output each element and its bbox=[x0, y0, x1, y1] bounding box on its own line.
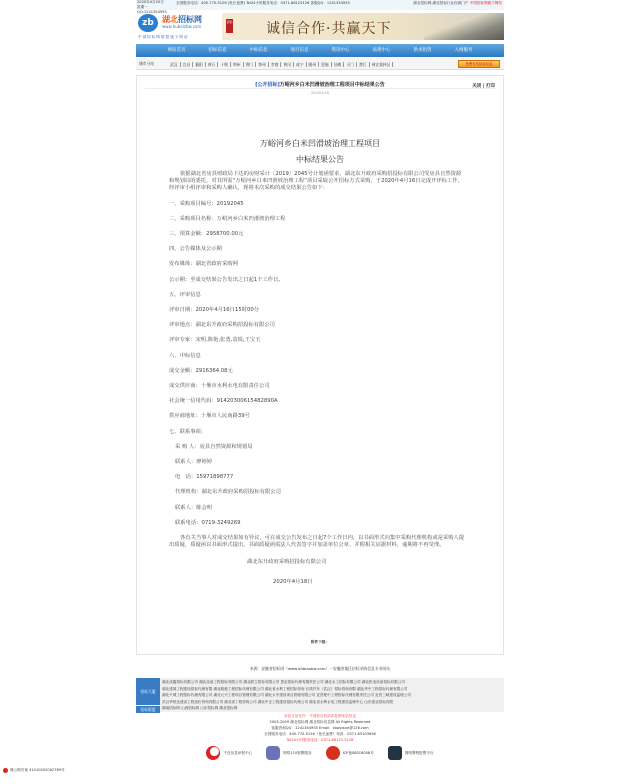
source-line: 来源：安徽省招标网（www.ahbiaobw.com）一安徽省地区招标采购信息专业网站 bbox=[249, 666, 391, 671]
partner-link-row[interactable]: 湖北兴城工程招标代理有限公司 湖北元兴工程项目管理有限公司 湖北太中建设项目管理有限公司 宜昌楚中工程招标代理有限责任公司 宜昌三峡建设监理公司 bbox=[162, 693, 411, 698]
city-link[interactable]: 武汉 bbox=[168, 62, 181, 67]
partner-link-row[interactable]: 武汉华恒达建设工程造价咨询有限公司 湖北省工程咨询公司 湖北中正工程建设招标代理公司 湖北省水利水电工程建设监理中心 山东建业招标有限 bbox=[162, 699, 393, 704]
city-bar: 城市分站 武汉 宜昌 襄阳 黄石 十堰 荆州 荆门 鄂州 孝感 黄冈 咸宁 随州 恩施 仙桃 天门 潜江 神农架林区 免费发布招标信息 bbox=[136, 58, 504, 70]
body-line: 成交供应商：十堰市水利水电有限责任公司 bbox=[169, 383, 270, 390]
signature: 湖北东升政府采购招投标有限公司 bbox=[247, 559, 327, 566]
city-link[interactable]: 恩施 bbox=[319, 62, 332, 67]
body-line: 评审专家：宋明,陈艳,张勇,袁锐,王宝玉 bbox=[169, 337, 261, 344]
article-date: 2020/4/18 bbox=[311, 91, 329, 95]
contact-line: 联系人：陈会明 bbox=[175, 504, 213, 511]
body-line: 七、联系事项： bbox=[169, 428, 207, 435]
city-link[interactable]: 十堰 bbox=[218, 62, 231, 67]
body-line: 发布媒体：湖北省政府采购网 bbox=[169, 261, 238, 268]
body-line: 五、评审信息 bbox=[169, 291, 201, 298]
subheading: 中标结果公告 bbox=[296, 155, 344, 164]
body-line: 评审日期：2020年4月16日15时00分 bbox=[169, 307, 260, 314]
contact-line: 联系人：廖婷婷 bbox=[175, 459, 213, 466]
city-link[interactable]: 仙桃 bbox=[332, 62, 345, 67]
contact-line: 代理机构：湖北东升政府采购招投标有限公司 bbox=[175, 489, 281, 496]
date-text: 2020年4月20日 星期一 QQ:1241354955 bbox=[137, 0, 167, 14]
body-line: 一、采购项目编号：20192045 bbox=[169, 200, 244, 207]
header bbox=[136, 12, 504, 42]
portal-link[interactable]: 湖北招标网-湖北招标行业权威门户 bbox=[413, 1, 469, 5]
logo-icon: zb bbox=[138, 14, 158, 32]
city-link[interactable]: 襄阳 bbox=[193, 62, 206, 67]
nav-item[interactable]: 法规中心 bbox=[372, 48, 391, 53]
report-icon bbox=[206, 746, 220, 760]
police-shield-icon bbox=[266, 746, 280, 760]
nav-item[interactable]: 中标信息 bbox=[249, 48, 268, 53]
body-line: 成交金额：2916364.08元 bbox=[169, 367, 233, 374]
city-link[interactable]: 黄冈 bbox=[281, 62, 294, 67]
emblem-icon bbox=[3, 768, 8, 773]
badges bbox=[136, 744, 504, 762]
city-link[interactable]: 孝感 bbox=[269, 62, 282, 67]
contact-line: 电 话：15971898777 bbox=[175, 474, 234, 481]
city-link[interactable]: 荆州 bbox=[231, 62, 244, 67]
city-link[interactable]: 咸宁 bbox=[294, 62, 307, 67]
body-line: 六、中标信息 bbox=[169, 352, 201, 359]
nav-item[interactable]: 项目信息 bbox=[290, 48, 309, 53]
body-line: 三、预算金额：2958700.00元 bbox=[169, 231, 244, 238]
contact-line: 联系电话：0719-3249269 bbox=[175, 519, 241, 526]
badge-report[interactable]: 不良信息举报中心 bbox=[206, 744, 252, 762]
partner-link-row[interactable]: 湖北成鑫招标有限公司 湖北设备工程招标有限公司 湖北联立招标有限公司 思必招标代理有限责任公司 湖北水工招标有限公司 湖北机电设备招标有限公司 bbox=[162, 680, 405, 684]
footer: 本站文站允许：不得转自转站或复制本站信息 2003-2009 湖北招标网 湖北招标信息网 All Rights Reserved 客服咨询QQ：1241354955 Email：zbwzixun@126.com 全国服务电话：400-770-5126（免长途费）传真：0371-65103636 Tel24小时服务电话：0371-86125-5126 bbox=[264, 714, 376, 742]
nav-item[interactable]: 入网服务 bbox=[454, 48, 473, 53]
alliance-links[interactable]: 湖南招标网 山西招标网 山东招标网 湖北招标网 bbox=[162, 706, 238, 711]
network-link[interactable]: 中国招标网旗下网站 bbox=[469, 1, 502, 5]
body-line: 供应商地址：十堰市人民南路39号 bbox=[169, 413, 250, 420]
city-link[interactable]: 神农架林区 bbox=[370, 62, 394, 67]
close-print-links[interactable]: 关闭 | 打印 bbox=[472, 84, 495, 89]
partner-link-row[interactable]: 湖北建晟工程建设招标代理有限 湖北路港工程招标代理有限公司 湖北省水利工程招标咨询 长鸿汽车（武汉）招标咨询有限 湖北华中工程招标代理有限公司 bbox=[162, 686, 408, 691]
mountain-image bbox=[424, 13, 504, 40]
beian-link[interactable]: 豫公网安备 41010502002789号 bbox=[3, 768, 65, 773]
city-link[interactable]: 宜昌 bbox=[181, 62, 194, 67]
body-line: 二、采购项目名称：万峪河乡白米凹滑坡治理工程 bbox=[169, 215, 286, 222]
partner-links: 招标大厦 招标联盟 湖北成鑫招标有限公司 湖北设备工程招标有限公司 湖北联立招标有限公司 思必招标代理有限责任公司 湖北水工招标有限公司 湖北机电设备招标有限公司 湖北建晟工程建设招标代理有限 湖北路港工程招标代理有限公司 湖北省水利工程招标咨询 长鸿汽车（武汉）招标咨询有限 湖北华中工程招标代理有限公司 湖北兴城工程招标代理有限公司 湖北元兴工程项目管理有限公司 湖北太中建设项目管理有限公司 宜昌楚中工程招标代理有限责任公司 宜昌三峡建设监理公司 武汉华恒达建设工程造价咨询有限公司 湖北省工程咨询公司 湖北中正工程建设招标代理公司 湖北省水利水电工程建设监理中心 山东建业招标有限 湖南招标网 山西招标网 山东招标网 湖北招标网 bbox=[136, 678, 504, 712]
signature-date: 2020年4月18日 bbox=[273, 578, 313, 585]
nav-item[interactable]: 供求租赁 bbox=[413, 48, 432, 53]
city-link[interactable]: 潜江 bbox=[357, 62, 370, 67]
main-nav bbox=[136, 44, 504, 57]
badge-110[interactable]: 网络110报警服务 bbox=[266, 744, 311, 762]
contact-line: 采 购 人：房县自然资源和规划局 bbox=[175, 443, 253, 450]
article-title: [公开招标]万峪河乡白米凹滑坡治理工程项目中标结果公告 bbox=[255, 82, 385, 88]
service-text: 全国服务电话：400-770-5126 (免长途费) Tel24小时服务电话：0371-86125126 客服QQ：1241354955 bbox=[176, 1, 350, 5]
nav-item[interactable]: 网站首页 bbox=[167, 48, 186, 53]
attachment-label: 附件下载： bbox=[311, 640, 329, 644]
city-link[interactable]: 鄂州 bbox=[256, 62, 269, 67]
body-line: 公示期：至成交结果公告发出之日起1个工作日。 bbox=[169, 276, 284, 283]
badge-police[interactable]: 网络警察报警平台 bbox=[388, 744, 434, 762]
article bbox=[136, 75, 504, 655]
notice-paragraph: 各有关当事人对成交结果如有异议，可在成交公告发布之日起7个工作日内，以书面形式向集中采购代理机构或是采购人提出质疑，质疑函以书面形式提出，书面质疑函需法人代表签字并加盖单位公章，并附相关证据材料，逾期将不再受理。 bbox=[169, 535, 465, 549]
city-link[interactable]: 随州 bbox=[307, 62, 320, 67]
city-link[interactable]: 荆门 bbox=[244, 62, 257, 67]
nav-item[interactable]: 资讯中心 bbox=[331, 48, 350, 53]
police-icon bbox=[388, 746, 402, 760]
free-publish-button[interactable]: 免费发布招标信息 bbox=[458, 60, 500, 68]
body-line: 评审地点：湖北东升政府采购招投标有限公司 bbox=[169, 322, 275, 329]
heading: 万峪河乡白米凹滑坡治理工程项目 bbox=[260, 139, 380, 148]
body-line: 社会统一信用代码：91420300615482890A bbox=[169, 398, 278, 405]
top-bar bbox=[136, 0, 504, 14]
city-link[interactable]: 黄石 bbox=[206, 62, 219, 67]
banner: 招标 诚信合作·共赢天下 bbox=[222, 13, 504, 40]
intro-paragraph: 依据湖北省房县财政局下达的房财采计〔2019〕2045号计划函要求，湖北东升政府采购招投标有限公司受房县自然资源和规划局的委托，对其所需“万峪河乡白米凹滑坡治理工程”项目采取公开招标方式采购，于2020年4月16日完成开评标工作，经评审小组评审和采购人确认，现将本次采购的成交结果公告如下： bbox=[169, 171, 463, 192]
badge-icp[interactable]: ICP备08018058号 bbox=[326, 744, 374, 762]
icp-emblem-icon bbox=[326, 746, 340, 760]
logo[interactable]: zb 湖北招标网 www.hubeizbw.com 中国招标网联盟旗下网站 bbox=[138, 15, 202, 39]
city-link[interactable]: 天门 bbox=[344, 62, 357, 67]
body-line: 四、公告媒体及公示期 bbox=[169, 246, 222, 253]
nav-item[interactable]: 招标信息 bbox=[208, 48, 227, 53]
